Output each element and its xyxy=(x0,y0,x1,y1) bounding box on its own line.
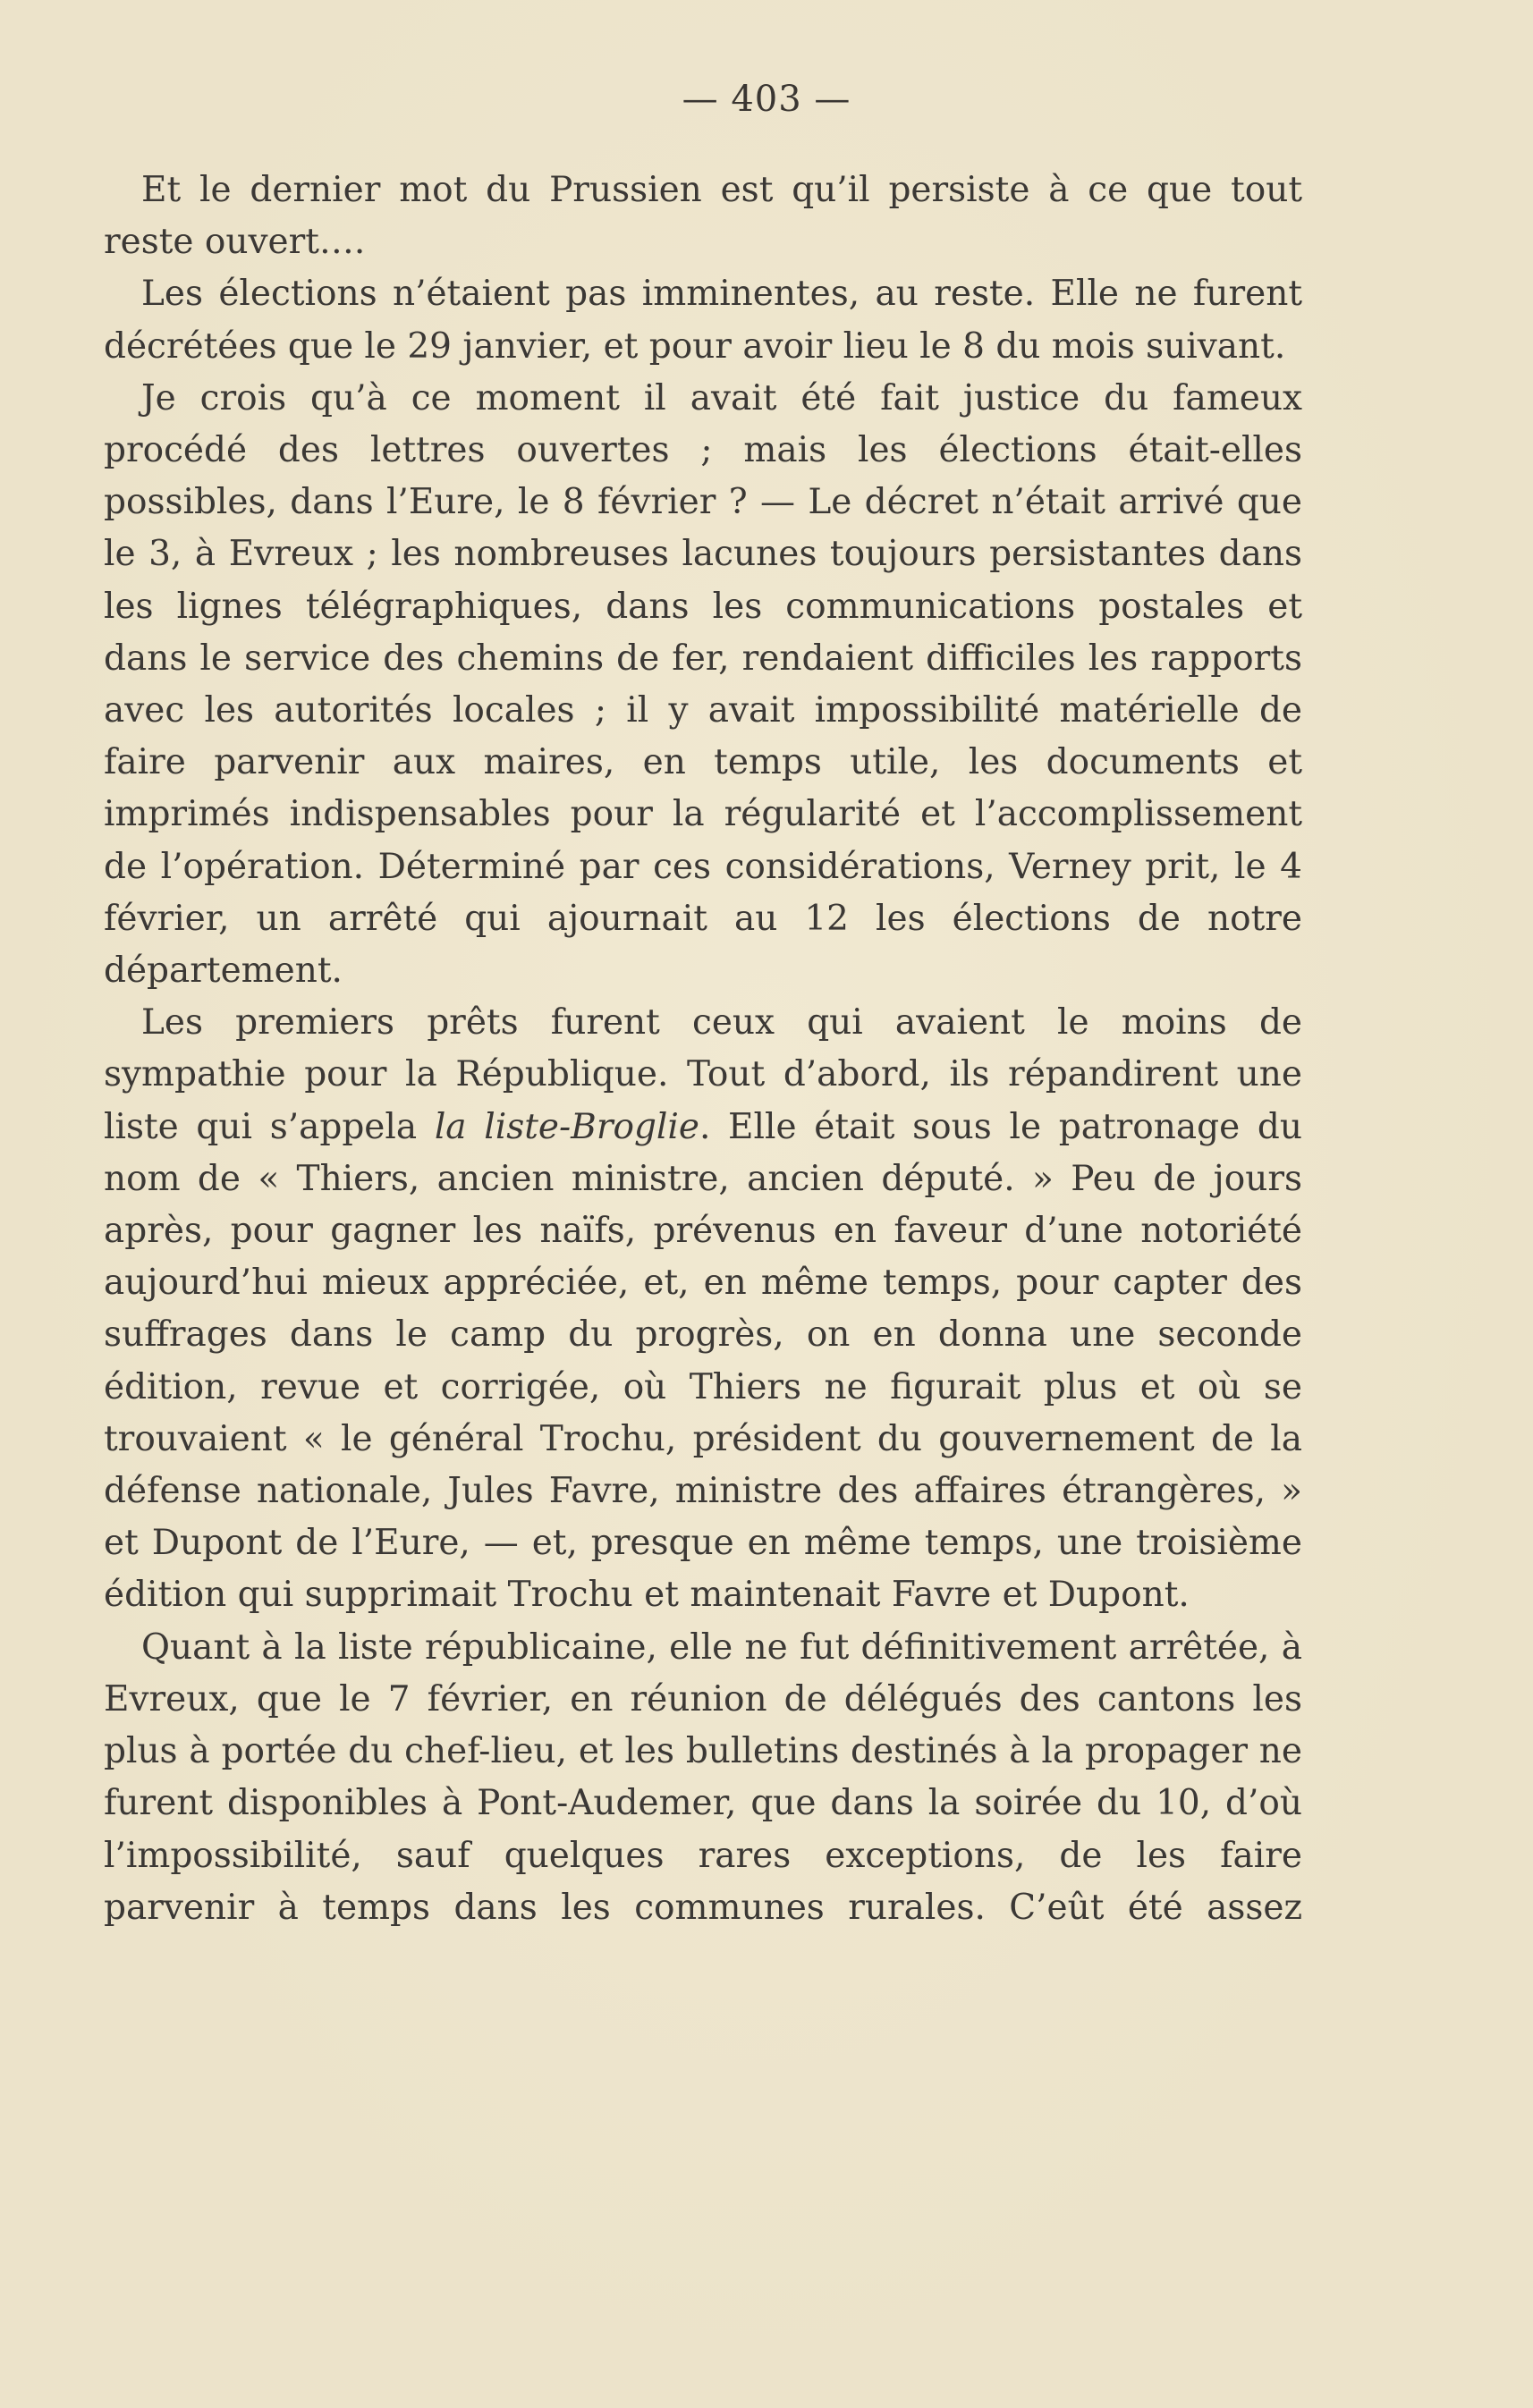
body-text xyxy=(104,165,1302,1934)
paragraph-4-part-1: Les premiers prêts furent ceux qui avaient le moins de sympathie pour la République. Tout d’abord, ils répandirent une liste qui s’appela xyxy=(104,1002,1302,1147)
paragraph-2: Les élections n’étaient pas imminentes, au reste. Elle ne furent décrétées que le 29 janvier, et pour avoir lieu le 8 du mois suivant. xyxy=(104,274,1302,367)
paragraph-4-part-2: . Elle était sous le patronage du nom de « Thiers, ancien ministre, ancien député. » Peu de jours après, pour gagner les naïfs, prévenus en faveur d’une notoriété aujourd’hui mieux appréciée, et, en même temps, pour capter des suffrages dans le camp du progrès, on en donna une seconde édition, revue et corrigée, où Thiers ne figurait plus et où se trouvaient « le général Trochu, président du gouvernement de la défense nationale, Jules Favre, ministre des affaires étrangères, » et Dupont de l’Eure, — et, presque en même temps, une troisième édition qui supprimait Trochu et maintenait Favre et Dupont. xyxy=(104,1106,1302,1616)
paragraph-3: Je crois qu’à ce moment il avait été fait justice du fameux procédé des lettres ouvertes ; mais les élections était-elles possibles, dans l’Eure, le 8 février ? — Le décret n’était arrivé que le 3, à Evreux ; les nombreuses lacunes toujours persistantes dans les lignes télégraphiques, dans les communications postales et dans le service des chemins de fer, rendaient difficiles les rapports avec les autorités locales ; il y avait impossibilité matérielle de faire parvenir aux maires, en temps utile, les documents et imprimés indispensables pour la régularité et l’accomplissement de l’opération. Déterminé par ces considérations, Verney prit, le 4 février, un arrêté qui ajournait au 12 les élections de notre département. xyxy=(104,377,1302,992)
paragraph-1: Et le dernier mot du Prussien est qu’il persiste à ce que tout reste ouvert…. xyxy=(104,170,1302,263)
paragraph-5: Quant à la liste républicaine, elle ne fut définitivement arrêtée, à Evreux, que le 7 février, en réunion de délégués des cantons les plus à portée du chef-lieu, et les bulletins destinés à la propager ne furent disponibles à Pont-Audemer, que dans la soirée du 10, d’où l’impossibilité, sauf quelques rares exceptions, de les faire parvenir à temps dans les communes rurales. C’eût été assez xyxy=(104,1626,1302,1928)
paragraph-4 xyxy=(104,997,1302,1621)
liste-broglie-italic: la liste-Broglie xyxy=(434,1106,699,1147)
page-number: — 403 — xyxy=(682,79,851,120)
